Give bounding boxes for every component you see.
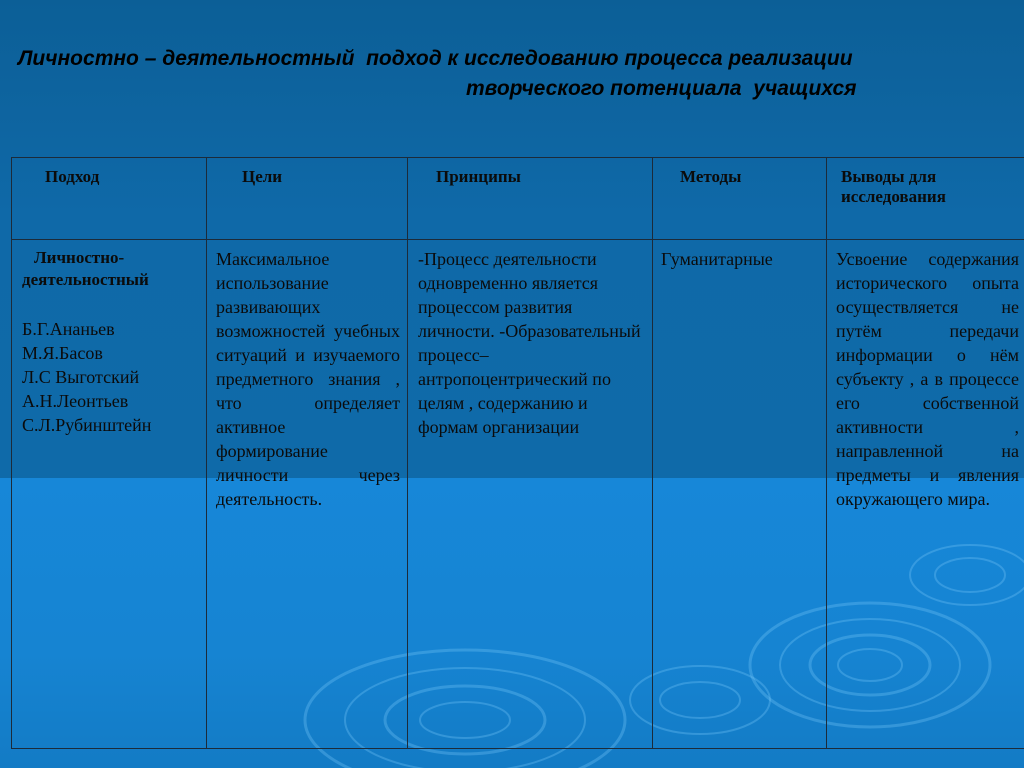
header-methods: Методы bbox=[653, 158, 827, 240]
cell-goals bbox=[207, 240, 408, 749]
slide-title-line-2: творческого потенциала учащихся bbox=[466, 77, 857, 100]
cell-conclusions bbox=[827, 240, 1024, 749]
cell-principles bbox=[408, 240, 653, 749]
cell-methods bbox=[653, 240, 827, 749]
slide-title bbox=[0, 44, 1024, 104]
slide-title-line-1: Личностно – деятельностный подход к исследованию процесса реализации bbox=[18, 47, 853, 70]
approach-name-line-1: Личностно- bbox=[34, 248, 125, 267]
header-approach: Подход bbox=[12, 158, 207, 240]
header-conclusions: Выводы для исследования bbox=[827, 158, 1024, 240]
header-principles: Принципы bbox=[408, 158, 653, 240]
approach-table bbox=[11, 157, 1024, 749]
author-item: М.Я.Басов bbox=[22, 343, 103, 363]
conclusions-text: Усвоение содержания исторического опыта осуществляется не путём передачи информации о нём субъекту , а в процессе его собственной активности , направленной на предметы и явления окружающего мира. bbox=[836, 249, 1019, 509]
table-header-row bbox=[12, 158, 1024, 240]
methods-text: Гуманитарные bbox=[661, 249, 773, 269]
approach-name-line-2: деятельностный bbox=[22, 270, 149, 289]
principles-text: -Процесс деятельности одновременно является процессом развития личности. -Образовательный процесс–антропоцентрический по целям , содержанию и формам организации bbox=[418, 249, 641, 437]
authors-list bbox=[22, 317, 200, 437]
author-item: С.Л.Рубинштейн bbox=[22, 415, 152, 435]
author-item: Л.С Выготский bbox=[22, 367, 140, 387]
author-item: А.Н.Леонтьев bbox=[22, 391, 129, 411]
author-item: Б.Г.Ананьев bbox=[22, 319, 115, 339]
cell-approach bbox=[12, 240, 207, 749]
header-goals: Цели bbox=[207, 158, 408, 240]
table-row bbox=[12, 240, 1024, 749]
approach-name bbox=[22, 247, 200, 291]
goals-text: Максимальное использование развивающих возможностей учебных ситуаций и изучаемого предметного знания , что определяет активное формирование личности через деятельность. bbox=[216, 249, 400, 509]
